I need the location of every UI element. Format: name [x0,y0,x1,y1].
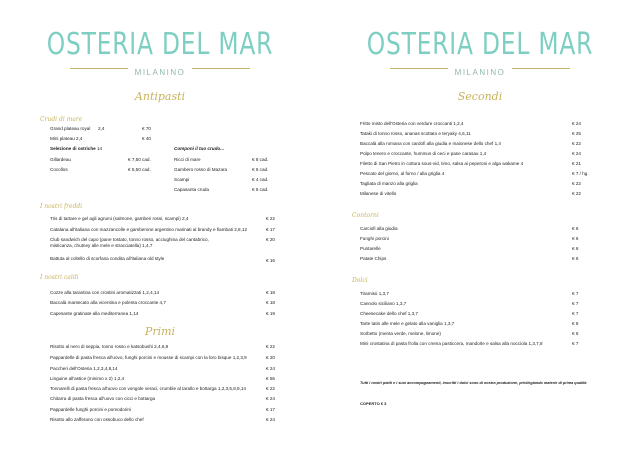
menu-item-price: € 6 [572,226,579,231]
divider [512,68,570,69]
menu-item-price: € 70 [142,126,151,131]
menu-item: Linguine all'astice (minimo x 2) 1,2,4 [50,376,125,381]
menu-item: Cheesecake dello chef 1,3,7 [360,311,418,316]
section-title-freddi: I nostri freddi [40,203,83,210]
menu-item-price: € 22 [266,216,275,221]
menu-item: Carciofi alla giudia [360,226,398,231]
section-title-dolci: Dolci [352,277,368,284]
menu-item-price: € 24 [266,366,275,371]
menu-item: Paccheri dell'Osteria 1,2,3,4,8,14 [50,366,118,371]
menu-item: Pescato del giorno, al forno / alla griglia 4 [360,171,445,176]
menu-item: Cannolo siciliano 1,3,7 [360,301,407,306]
menu-item: Pappardelle di pasta fresca all'uovo, funghi porcini e mousse di scampi con la loro bisque 1,2,3,9 [50,355,247,360]
menu-item-price: € 17 [266,407,275,412]
menu-item-name: Capasanta cruda [174,187,209,192]
menu-item-price: € 24 [266,396,275,401]
menu-item-price: € 6 [572,331,579,336]
menu-item: Risotto allo zafferano con ossobuco dello chef [50,417,144,422]
menu-item: Catalana all'italiana con mazzancolle e gamberone argentino marinati al brandy e fiambati 2,8,12 [50,227,247,232]
menu-item: Mini crostatina di pasta frolla con crema pasticcera, mandorle e salsa alla nocciola 1,3,7,8 [360,341,543,346]
menu-item: Polpo tenero e croccante, hummus di ceci e pane carasau 1,4 [360,151,487,156]
ostriche-title: Selezione di ostriche [50,146,96,151]
menu-item: Risotto al nero di seppia, tonno rosso e katsobushi 2,4,6,9 [50,344,169,349]
menu-item-price: € 8 [572,321,579,326]
section-title-caldi: I nostri caldi [40,274,79,281]
menu-page-right [320,0,640,452]
menu-item: Funghi porcini [360,236,389,241]
menu-item: Tagliata di manzo alla griglia [360,181,418,186]
menu-item: Baccalà mantecato alla vicentina e polenta croccante 4,7 [50,300,166,305]
menu-item-price: € 4 cad. [252,177,269,182]
menu-item-allergens: 2,4 [98,126,105,131]
section-title-antipasti: Antipasti [134,90,186,103]
menu-item-name: Mini plateau 2,4 [50,136,83,141]
menu-item-name: Gambero rosso di Mazara [174,167,228,172]
menu-item-price: € 18 [266,290,275,295]
menu-item: Tataki di tonno rosso, ananas scottato e teryaky 4,6,11 [360,131,471,136]
section-title-contorni: Contorni [352,212,379,219]
divider [70,68,128,69]
ostriche-allergens: 14 [96,146,103,151]
menu-item-price: € 56 [266,376,275,381]
menu-item-price: € 6 cad. [252,167,269,172]
menu-item-price: € 8 cad. [252,157,269,162]
menu-item: Tris di tartare e gel agli agrumi (salmone, gamberi rossi, scampi) 2,4 [50,216,189,221]
menu-item-name: Scampi [174,177,190,182]
menu-item-price: € 22 [266,386,275,391]
menu-item-price: € 16 [266,258,275,263]
menu-item-price: € 6 [572,246,579,251]
brand-title: OSTERIA DEL MAR [366,27,594,62]
section-title-crudi: Crudi di mare [40,116,83,123]
brand-subtitle-block [70,62,250,77]
menu-item-price: € 7 [572,341,579,346]
menu-item: Baccalà alla romana con cardofi alla giudia e maionese dello chef 1,4 [360,141,501,146]
menu-item-name: Gillardeau [50,157,71,162]
menu-item-price: € 24 [572,151,581,156]
brand-subtitle: MILANINO [454,68,506,77]
menu-item-name: Ricci di mare [174,157,201,162]
menu-item: Capesante gratinate alla mediterranea 1,14 [50,311,139,316]
menu-item-price: € 5,50 cad. [128,167,151,172]
menu-item: Sorbetto (menta verde, melone, limone) [360,331,441,336]
menu-item-name: Grand plateau royal [50,126,91,131]
menu-item-price: € 17 [266,227,275,232]
menu-item-price: € 7 [572,301,579,306]
menu-item-price: € 7 [572,311,579,316]
brand-subtitle-block [390,62,570,77]
menu-item: Tonnarelli di pasta fresca all'uovo con vongole veraci, crumble al tarallo e bottarga 1,2,3,5,8,9,14 [50,386,246,391]
menu-item: Patate Chips [360,256,387,261]
divider [390,68,448,69]
menu-item-price: € 22 [572,181,581,186]
menu-item: Puntarelle [360,246,381,251]
menu-item: Battuta al coltello di scorfana condita all'italiana old style [50,256,165,261]
crudo-title: Componi il tuo crudo... [174,146,225,151]
brand-subtitle: MILANINO [134,68,186,77]
menu-item: Milanese di vitello [360,191,397,196]
menu-item-price: € 7,50 cad. [128,157,151,162]
menu-item-price: € 20 [266,237,275,242]
menu-item-price: € 22 [572,191,581,196]
menu-item: Club sandwich del capo (pane tostato, tonno rosso, acciughina del cantabrico, misticanza, chutney alle mele e stracciatella) 1,4,7 [50,237,209,248]
menu-item-price: € 19 [266,311,275,316]
menu-item-price: € 22 [572,141,581,146]
divider [192,68,250,69]
menu-item: Pappardelle funghi porcini e pomodorini [50,407,131,412]
menu-item-price: € 7 [572,291,579,296]
menu-item-price: € 6 [572,236,579,241]
coperto-label: COPERTO € 3 [360,401,387,406]
brand-title: OSTERIA DEL MAR [46,27,274,62]
brand-header [0,27,320,77]
menu-item-price: € 22 [266,344,275,349]
menu-item: Tiramisù 1,3,7 [360,291,389,296]
menu-item-price: € 6 [572,256,579,261]
menu-item-price: € 24 [572,121,581,126]
menu-item-price: € 6 cad. [252,187,269,192]
menu-item-price: € 18 [266,300,275,305]
menu-item-price: € 25 [572,131,581,136]
menu-item-price: € 40 [142,136,151,141]
menu-item: Filetto di San Pietro in cottura sous-vid, timo, salsa ai peperoni e alga wakame 4 [360,161,524,166]
menu-item-price: € 7 / hg. [572,171,589,176]
menu-item: Tarte tatin alle mele e gelato alla vaniglia 1,3,7 [360,321,455,326]
menu-item-name: Cocollos [50,167,68,172]
menu-item: Fritto misto dell'Osteria con verdure croccanti 1,2,4 [360,121,464,126]
menu-item-price: € 24 [266,417,275,422]
section-title-primi: Primi [144,325,176,338]
menu-item: Cozze alla tarantina con crostini aromatizzati 1,2,4,14 [50,290,160,295]
brand-header [320,27,640,77]
menu-item: Chitarra di pasta fresca all'uovo con cicci e bottarga [50,396,156,401]
menu-item-price: € 20 [266,355,275,360]
menu-item-price: € 21 [572,161,581,166]
menu-note: Tutti i nostri piatti e i suoi accompagnamenti, inscritti i dolci sono di nostra produzione, privilegiando materie di prima qualità [360,381,587,385]
section-title-secondi: Secondi [457,90,503,103]
ostriche-title-row [50,146,102,152]
